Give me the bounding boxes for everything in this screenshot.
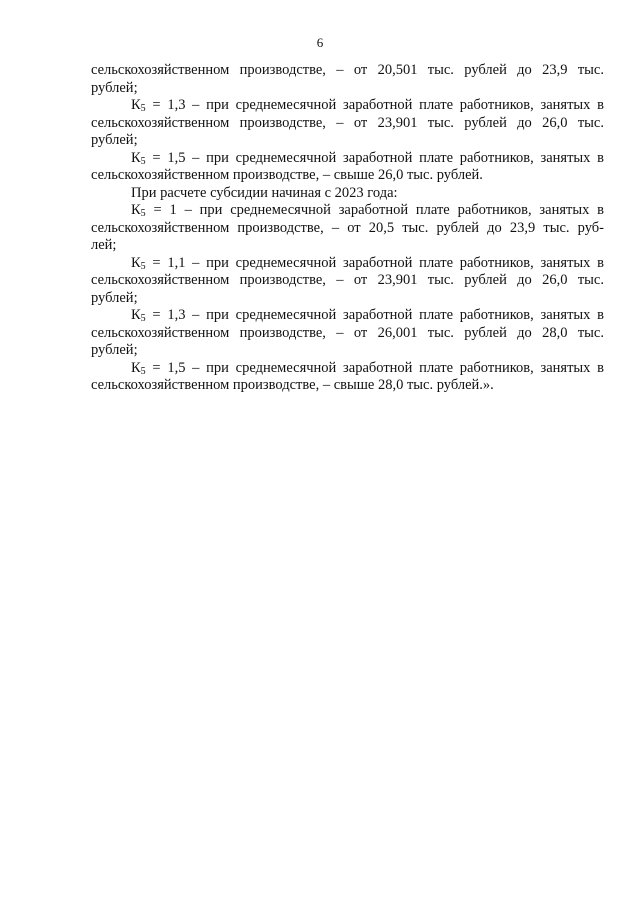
coefficient-symbol: $К_5$	[131, 202, 146, 219]
text-line: сельскохозяйственном производстве, – от 23,901 тыс. рублей до 26,0 тыс.	[91, 272, 604, 288]
text-line: $К_5 = 1,1$ – при среднемесячной заработной плате работников, занятых в	[131, 254, 604, 272]
text-line: рублей;	[91, 79, 138, 96]
text-line: сельскохозяйственном производстве, – от 20,501 тыс. рублей до 23,9 тыс.	[91, 62, 604, 78]
text-line: сельскохозяйственном производстве, – свыше 26,0 тыс. рублей.	[91, 167, 483, 183]
paragraph	[91, 150, 604, 185]
text-line: рублей;	[91, 289, 138, 306]
coefficient-symbol: $К_5$	[131, 307, 146, 324]
text-line: При расчете субсидии начиная с 2023 года:	[131, 184, 398, 201]
paragraph	[91, 97, 604, 150]
page-number: 6	[316, 35, 324, 50]
text-line: сельскохозяйственном производстве, – от 23,901 тыс. рублей до 26,0 тыс.	[91, 114, 604, 131]
text-line: лей;	[91, 237, 117, 253]
text-line: $К_5 = 1,5$ – при среднемесячной заработной плате работников, занятых в	[131, 149, 604, 167]
coefficient-symbol: $К_5$	[131, 254, 146, 272]
paragraph	[91, 255, 604, 308]
text-line: $К_5 = 1,3$ – при среднемесячной заработной плате работников, занятых в	[131, 307, 604, 324]
coefficient-symbol: $К_5$	[131, 149, 146, 167]
text-line: сельскохозяйственном производстве, – свыше 28,0 тыс. рублей.».	[91, 377, 494, 393]
coefficient-symbol: $К_5$	[131, 97, 146, 114]
paragraph	[91, 202, 604, 255]
paragraph	[91, 307, 604, 360]
text-line: $К_5 = 1$ – при среднемесячной заработной плате работников, занятых в	[131, 202, 604, 219]
text-line: рублей;	[91, 132, 138, 148]
text-line: сельскохозяйственном производстве, – от 20,5 тыс. рублей до 23,9 тыс. руб-	[91, 219, 604, 236]
coefficient-symbol: $К_5$	[131, 359, 146, 377]
text-line: сельскохозяйственном производстве, – от 26,001 тыс. рублей до 28,0 тыс.	[91, 324, 604, 341]
text-line: рублей;	[91, 342, 138, 358]
document-body	[91, 62, 604, 395]
paragraph	[91, 360, 604, 395]
text-line: $К_5 = 1,5$ – при среднемесячной заработной плате работников, занятых в	[131, 359, 604, 377]
paragraph	[91, 62, 604, 97]
text-line: $К_5 = 1,3$ – при среднемесячной заработной плате работников, занятых в	[131, 97, 604, 114]
paragraph	[91, 185, 604, 203]
